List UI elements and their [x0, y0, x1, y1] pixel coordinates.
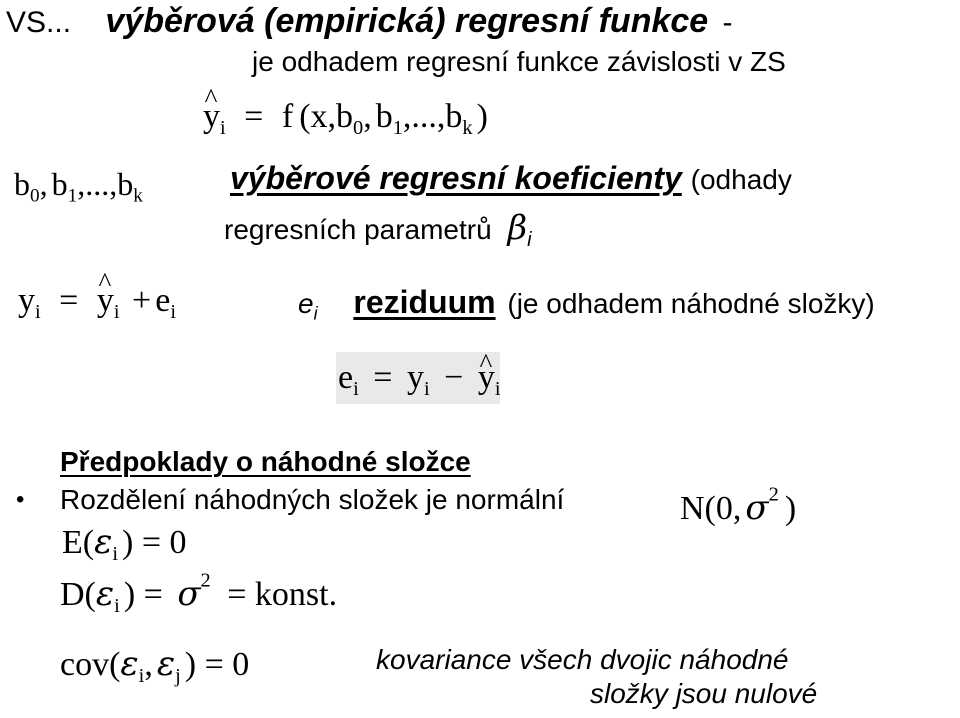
- coefficients-heading-suffix: (odhady: [690, 164, 792, 195]
- beta-symbol: β: [507, 208, 528, 248]
- normal-distribution-text: Rozdělení náhodných složek je normální: [60, 484, 565, 515]
- assumptions-heading: Předpoklady o náhodné složce: [60, 446, 471, 477]
- title-dash: -: [722, 6, 733, 39]
- coefficients-heading-line: [230, 160, 792, 197]
- covariance-formula: $cov(\varepsilon_i$, $\varepsilon_j$ ) = 0: [60, 644, 250, 688]
- coefficients-symbols: $b_0$, $b_1,...,b_k$: [14, 166, 143, 207]
- residual-formula: $e_i = y_i$ − ^ $y_i$: [336, 352, 500, 404]
- covariance-note-line2: složky jsou nulové: [590, 678, 818, 709]
- yhat-symbol: ^ y: [203, 98, 220, 136]
- normal-formula: N(0, $\sigma^2$ ): [680, 483, 797, 528]
- formula-yhat: ^ $y_i = f$ ($x,b_0$, $b_1,...,b_k$ ): [203, 98, 488, 136]
- model-formula: $y_i$ = ^ $y_i + e_i$: [18, 282, 176, 320]
- coefficients-heading: výběrové regresní koeficienty: [230, 160, 682, 196]
- title-prefix: VS...: [6, 6, 72, 39]
- bullet-marker: •: [16, 486, 25, 513]
- title-subtitle: je odhadem regresní funkce závislosti v ZS: [252, 46, 786, 77]
- title-main: výběrová (empirická) regresní funkce: [105, 2, 709, 40]
- yhat-symbol-3: ^ y: [478, 352, 495, 404]
- residual-label: reziduum: [353, 284, 496, 320]
- expectation-formula: $E(\varepsilon_i$ ) = 0: [62, 522, 187, 566]
- yhat-symbol-2: ^ y: [97, 282, 114, 320]
- residual-symbol: e: [298, 288, 314, 319]
- coefficients-line2: regresních parametrů $\beta_i$: [224, 208, 532, 251]
- residual-line: $e_i$ reziduum (je odhadem náhodné složky): [298, 284, 875, 324]
- residual-description: (je odhadem náhodné složky): [507, 288, 875, 319]
- title-line: [6, 2, 733, 41]
- covariance-note-line1: kovariance všech dvojic náhodné: [376, 644, 789, 675]
- variance-formula: $D(\varepsilon_i$ ) = $\sigma^2$ = konst.: [60, 569, 338, 618]
